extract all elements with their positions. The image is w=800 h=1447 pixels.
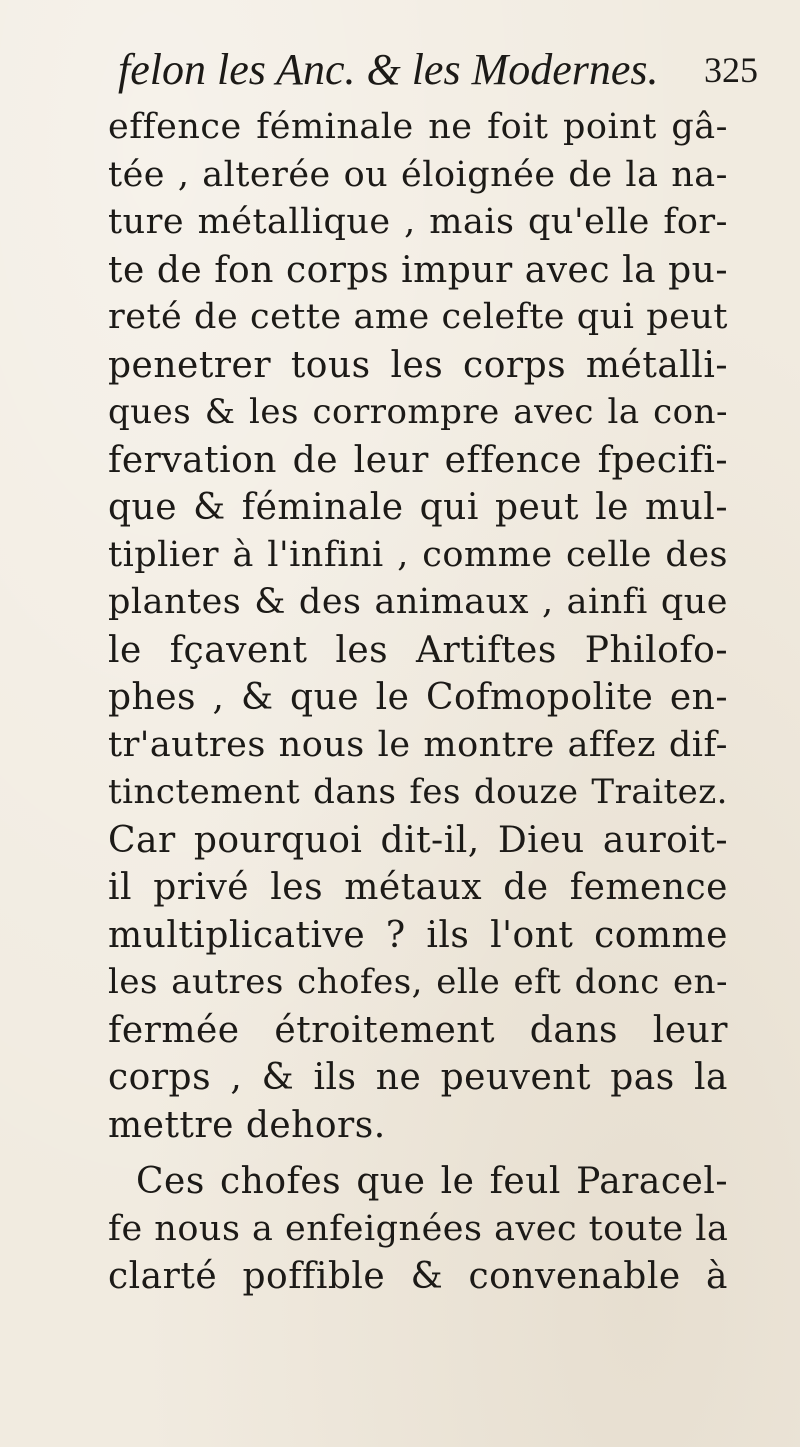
text-line: clarté poffible & convenable à <box>108 1256 728 1297</box>
text-line: ques & les corrompre avec la con- <box>108 392 728 432</box>
text-line: tr'autres nous le montre affez dif- <box>108 724 728 765</box>
running-head-title: felon les Anc. & les Modernes. <box>118 45 659 94</box>
text-line: Car pourquoi dit-il, Dieu auroit- <box>108 819 728 861</box>
text-line: tinctement dans fes douze Traitez. <box>108 772 728 812</box>
text-line: le fçavent les Artiftes Philofo- <box>108 629 728 671</box>
text-line: te de fon corps impur avec la pu- <box>108 249 728 291</box>
running-head <box>118 40 758 100</box>
text-line: ture métallique , mais qu'elle for- <box>108 202 728 242</box>
text-line: reté de cette ame celefte qui peut <box>108 297 728 337</box>
text-line: tée , alterée ou éloignée de la na- <box>108 154 728 195</box>
text-line: plantes & des animaux , ainfi que <box>108 582 728 622</box>
text-line: effence féminale ne foit point gâ- <box>108 107 728 147</box>
body-text <box>108 104 728 1301</box>
text-line: phes , & que le Cofmopolite en- <box>108 677 728 718</box>
text-line: fervation de leur effence fpecifi- <box>108 439 728 481</box>
page-number: 325 <box>704 50 758 90</box>
text-line: penetrer tous les corps métalli- <box>108 344 728 386</box>
text-line: que & féminale qui peut le mul- <box>108 487 728 528</box>
text-line: il privé les métaux de femence <box>108 867 728 908</box>
text-line: les autres chofes, elle eft donc en- <box>108 962 728 1002</box>
text-line: multiplicative ? ils l'ont comme <box>108 914 728 956</box>
paragraph-start-line: Ces chofes que le feul Paracel- <box>136 1161 728 1202</box>
text-line: fe nous a enfeignées avec toute la <box>108 1208 729 1249</box>
text-line: corps , & ils ne peuvent pas la <box>108 1057 728 1098</box>
text-line: mettre dehors. <box>108 1104 386 1146</box>
text-line: fermée étroitement dans leur <box>108 1009 728 1051</box>
text-line: tiplier à l'infini , comme celle des <box>108 534 728 575</box>
